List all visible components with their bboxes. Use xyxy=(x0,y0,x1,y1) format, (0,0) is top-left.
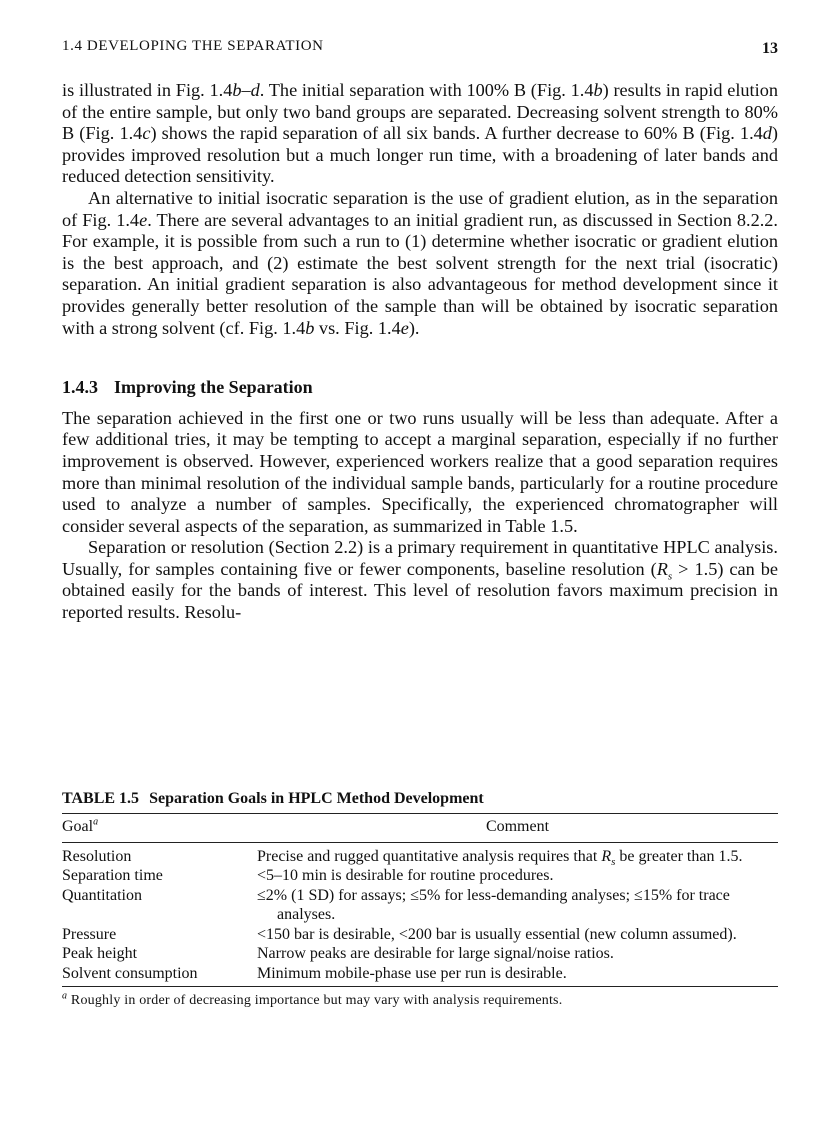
table-title: Separation Goals in HPLC Method Development xyxy=(149,790,484,807)
table-caption xyxy=(62,790,778,808)
table-row xyxy=(62,866,778,886)
paragraph-improving-separation: The separation achieved in the first one or two runs usually will be less than adequate. After a few additional tries, it may be tempting to accept a marginal separation, especially if no further improvement is observed. However, experienced workers realize that a good separation requires more than minimal resolution of the individual sample bands, particularly for a routine procedure used to analyze a number of samples. Specifically, the experienced chromatographer will consider several aspects of the separation, as summarized in Table 1.5. xyxy=(62,407,778,536)
paragraph-resolution: Separation or resolution (Section 2.2) is a primary requirement in quantitative HPLC analysis. Usually, for samples containing five or fewer components, baseline resolution $(R_s > 1.5)$ can be obtained easily for the bands of interest. This level of resolution favors maximum precision in reported results. Resolu- xyxy=(62,537,779,623)
goal-cell: Quantitation xyxy=(62,886,142,904)
comment-cell: Minimum mobile-phase use per run is desirable. xyxy=(257,964,778,987)
comment-cell: <5–10 min is desirable for routine procedures. xyxy=(257,867,554,884)
column-header-goal: Goal$^a$ xyxy=(62,814,257,843)
table-row xyxy=(62,842,778,866)
column-header-comment: Comment xyxy=(257,814,778,843)
comment-cell: <150 bar is desirable, <200 bar is usually essential (new column assumed). xyxy=(257,925,737,943)
table-label: TABLE 1.5 xyxy=(62,790,140,807)
comment-cell: Narrow peaks are desirable for large signal/noise ratios. xyxy=(257,945,614,962)
page-number: 13 xyxy=(762,40,778,57)
table-footnote: $^a$ Roughly in order of decreasing importance but may vary with analysis requirements. xyxy=(62,990,563,1008)
running-head-section: 1.4 DEVELOPING THE SEPARATION xyxy=(62,38,324,54)
goal-cell: Resolution xyxy=(62,847,132,865)
goal-cell: Peak height xyxy=(62,945,138,962)
section-heading xyxy=(62,377,778,399)
separation-goals-table xyxy=(62,813,778,987)
paragraph-gradient-elution: An alternative to initial isocratic separation is the use of gradient elution, as in the separation of Fig. 1.4e. There are several advantages to an initial gradient run, as discussed in Section 8.2.2. For example, it is possible from such a run to (1) determine whether isocratic or gradient elution is the best approach, and (2) estimate the best solvent strength for the next trial (isocratic) separation. An initial gradient separation is also advantageous for method development since it provides generally better resolution of the sample than will be obtained by isocratic separation with a strong solvent (cf. Fig. 1.4b vs. Fig. 1.4e). xyxy=(62,187,778,338)
section-title: Improving the Separation xyxy=(114,377,313,398)
running-header xyxy=(62,36,778,58)
goal-cell: Pressure xyxy=(62,925,117,943)
table-row xyxy=(62,886,778,925)
body-text xyxy=(62,80,778,624)
table-row xyxy=(62,944,778,964)
book-page xyxy=(62,36,778,624)
table-row xyxy=(62,964,778,987)
goal-cell: Solvent consumption xyxy=(62,964,257,987)
comment-cell: Precise and rugged quantitative analysis requires that $R_s$ be greater than 1.5. xyxy=(257,847,743,868)
paragraph-fig-1-4: is illustrated in Fig. 1.4b–d. The initial separation with 100% B (Fig. 1.4b) results in rapid elution of the entire sample, but only two band groups are separated. Decreasing solvent strength to 80% B (Fig. 1.4c) shows the rapid separation of all six bands. A further decrease to 60% B (Fig. 1.4d) provides improved resolution but a much longer run time, with a broadening of later bands and reduced detection sensitivity. xyxy=(62,80,779,187)
table-1-5 xyxy=(62,790,778,1009)
comment-cell: ≤2% (1 SD) for assays; ≤5% for less-demanding analyses; ≤15% for trace analyses. xyxy=(257,886,730,923)
table-row xyxy=(62,925,778,945)
section-number: 1.4.3 xyxy=(62,377,98,398)
goal-cell: Separation time xyxy=(62,867,163,884)
